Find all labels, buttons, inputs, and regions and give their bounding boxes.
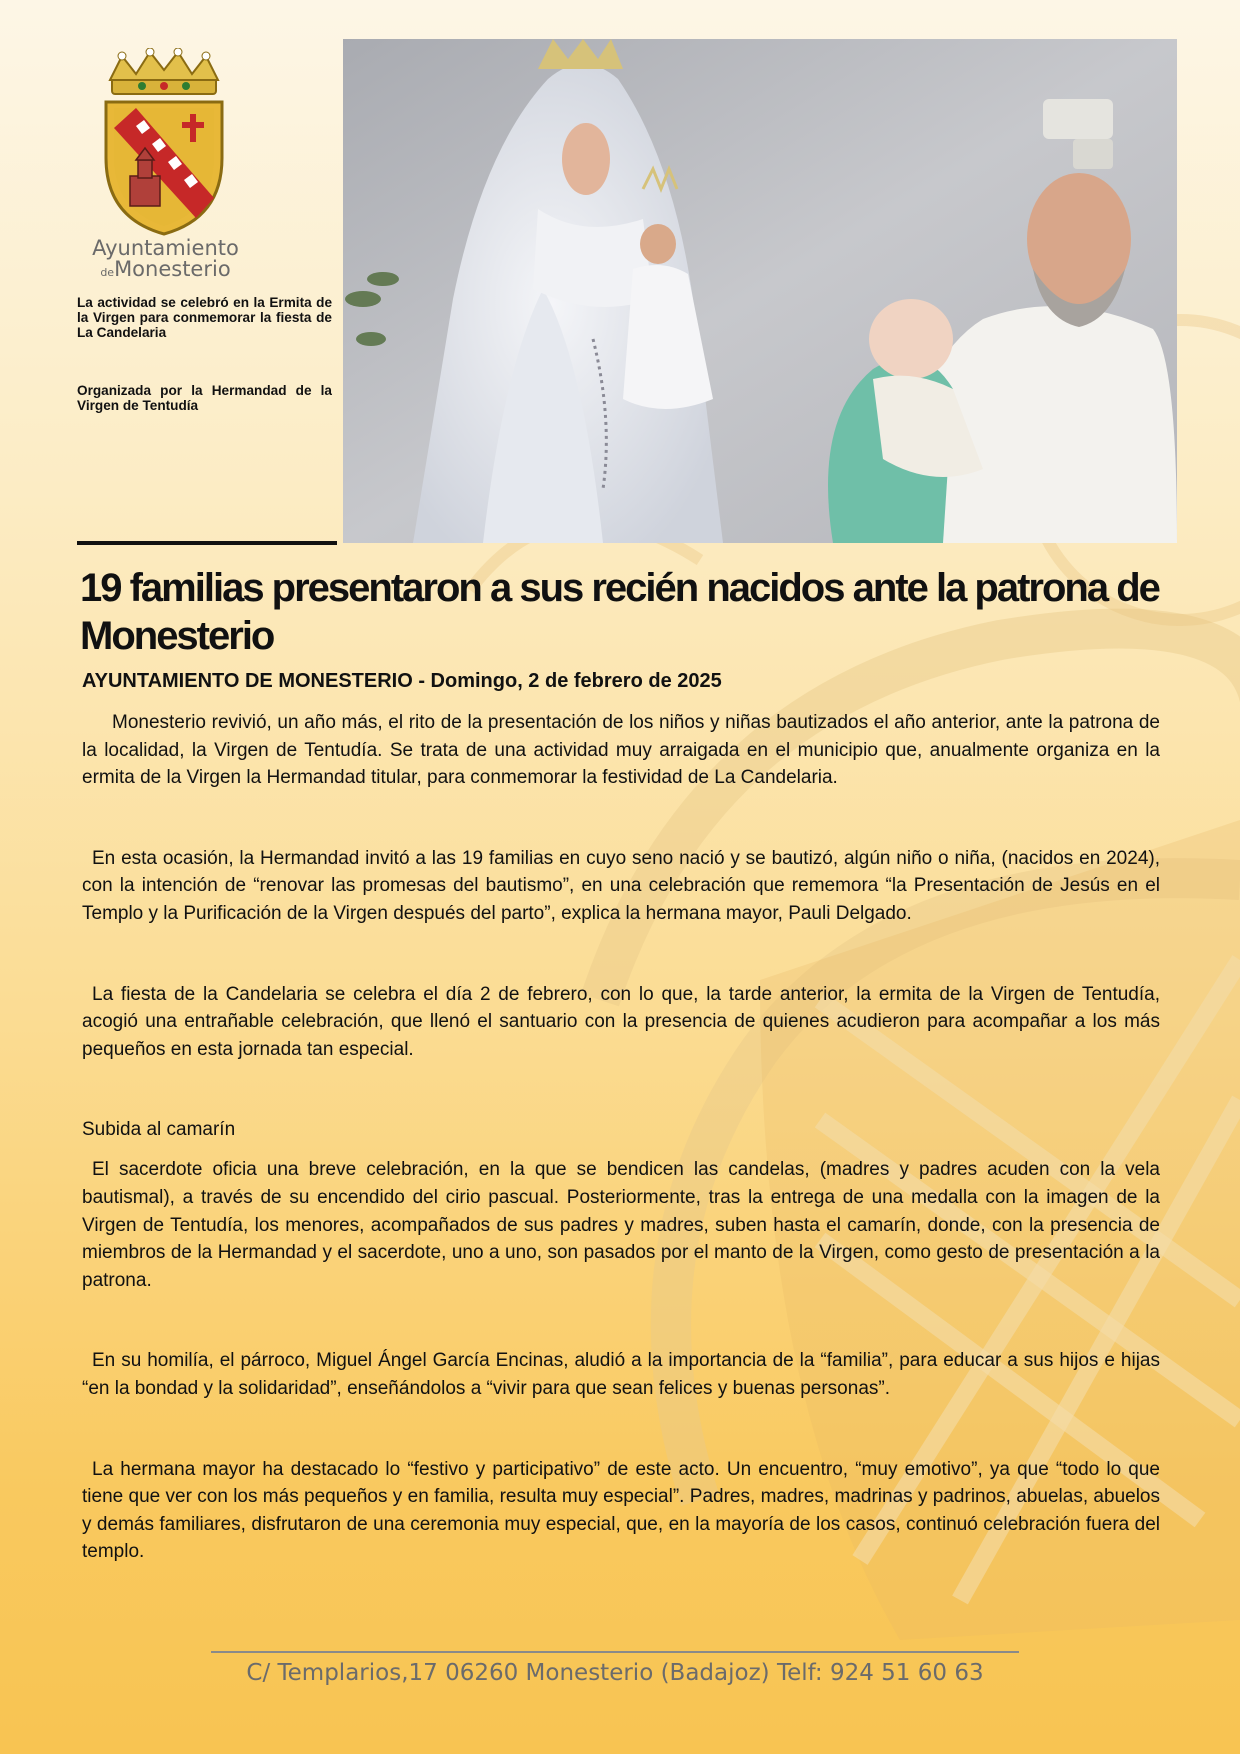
section-subheading: Subida al camarín	[82, 1119, 236, 1141]
footer-address: C/ Templarios,17 06260 Monesterio (Badajoz) Telf: 924 51 60 63	[246, 1660, 984, 1686]
paragraph-1: Monesterio revivió, un año más, el rito de la presentación de los niños y niñas bautizados el año anterior, ante la patrona de la localidad, la Virgen de Tentudía. Se trata de una actividad muy arraigada en el municipio que, anualmente organiza en la ermita de la Virgen la Hermandad titular, para conmemorar la festividad de La Candelaria.	[82, 712, 1160, 789]
paragraph-4: El sacerdote oficia una breve celebración, en la que se bendicen las candelas, (madres y padres acuden con la vela bautismal), a través de su encendido del cirio pascual. Posteriormente, tras la entrega de una medalla con la imagen de la Virgen de Tentudía, los menores, acompañados de sus padres y madres, suben hasta el camarín, donde, con la presencia de miembros de la Hermandad y el sacerdote, uno a uno, son pasados por el manto de la Virgen, como gesto de presentación a la patrona.	[82, 1159, 1160, 1291]
article-body	[82, 709, 1160, 1566]
sidebar-note-ermita: La actividad se celebró en la Ermita de la Virgen para conmemorar la fiesta de La Candelaria	[77, 295, 332, 341]
paragraph-3: La fiesta de la Candelaria se celebra el día 2 de febrero, con lo que, la tarde anterior, la ermita de la Virgen de Tentudía, acogió una entrañable celebración, que llenó el santuario con la presencia de quienes acudieron para acompañar a los más pequeños en esta jornada tan especial.	[82, 983, 1160, 1060]
paragraph-5: En su homilía, el párroco, Miguel Ángel García Encinas, aludió a la importancia de la “familia”, para educar a sus hijos e hijas “en la bondad y la solidaridad”, enseñándolos a “vivir para que sean felices y buenas personas”.	[82, 1350, 1160, 1399]
article-byline: AYUNTAMIENTO DE MONESTERIO - Domingo, 2 de febrero de 2025	[82, 670, 722, 692]
logo-line-2-prefix: de	[100, 266, 115, 279]
sidebar-note-hermandad: Organizada por la Hermandad de la Virgen de Tentudía	[77, 383, 332, 414]
paragraph-6: La hermana mayor ha destacado lo “festivo y participativo” de este acto. Un encuentro, “muy emotivo”, ya que “todo lo que tiene que ver con los más pequeños y en familia, resulta muy especial”. Padres, madres, madrinas y padrinos, abuelas, abuelos y demás familiares, disfrutaron de una ceremonia muy especial, que, en la mayoría de los casos, continuó celebración fuera del templo.	[82, 1458, 1160, 1563]
paragraph-2: En esta ocasión, la Hermandad invitó a las 19 familias en cuyo seno nació y se bautizó, algún niño o niña, (nacidos en 2024), con la intención de “renovar las promesas del bautismo”, en una celebración que rememora “la Presentación de Jesús en el Templo y la Purificación de la Virgen después del parto”, explica la hermana mayor, Pauli Delgado.	[82, 847, 1160, 924]
logo-line-1: Ayuntamiento	[92, 236, 239, 260]
logo-line-2	[78, 259, 253, 280]
sidebar-divider	[77, 541, 337, 545]
footer-divider	[211, 1651, 1019, 1653]
ceremony-photo	[343, 39, 1177, 543]
logo-wordmark	[78, 238, 253, 280]
municipal-coat-of-arms-logo	[92, 48, 236, 238]
article-headline: 19 familias presentaron a sus recién nacidos ante la patrona de Monesterio	[80, 566, 1159, 658]
logo-line-2-text: Monesterio	[114, 257, 231, 281]
